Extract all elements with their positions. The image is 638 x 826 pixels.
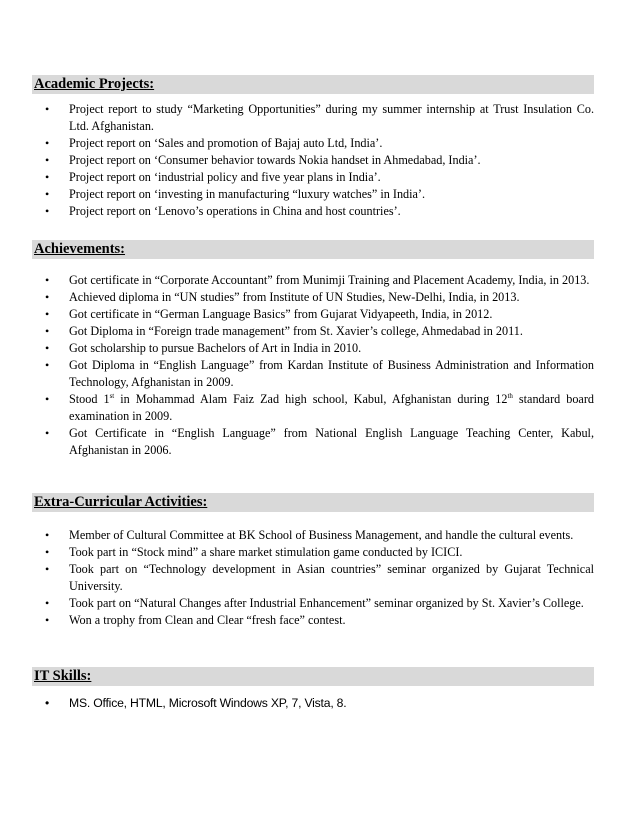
list-item: • Got Diploma in “English Language” from Kardan Institute of Business Administration and Information Technology, Afghanistan in 2009. <box>32 357 594 391</box>
list-item: • Got Diploma in “Foreign trade management” from St. Xavier’s college, Ahmedabad in 2011. <box>32 323 594 340</box>
achievements-list <box>32 272 594 459</box>
list-item-stood: • Stood 1st in Mohammad Alam Faiz Zad high school, Kabul, Afghanistan during 12th standard board examination in 2009. <box>32 391 594 425</box>
it-skills-header <box>32 667 594 686</box>
list-item: • Member of Cultural Committee at BK School of Business Management, and handle the cultural events. <box>32 527 594 544</box>
list-item: • Took part in “Stock mind” a share market stimulation game conducted by ICICI. <box>32 544 594 561</box>
list-item: • Achieved diploma in “UN studies” from Institute of UN Studies, New-Delhi, India, in 2013. <box>32 289 594 306</box>
achievements-header <box>32 240 594 259</box>
list-item: • MS. Office, HTML, Microsoft Windows XP, 7, Vista, 8. <box>32 695 594 712</box>
it-skills-list <box>32 695 594 712</box>
list-item: • Got certificate in “Corporate Accountant” from Munimji Training and Placement Academy, India, in 2013. <box>32 272 594 289</box>
list-item: • Project report on ‘Consumer behavior towards Nokia handset in Ahmedabad, India’. <box>32 152 594 169</box>
it-skills-title: IT Skills: <box>34 668 92 684</box>
list-item: • Got Certificate in “English Language” from National English Language Teaching Center, Kabul, Afghanistan in 2006. <box>32 425 594 459</box>
list-item: • Project report on ‘Lenovo’s operations in China and host countries’. <box>32 203 594 220</box>
extra-curricular-title: Extra-Curricular Activities: <box>34 494 208 510</box>
extra-curricular-list <box>32 527 594 629</box>
list-item: • Got scholarship to pursue Bachelors of Art in India in 2010. <box>32 340 594 357</box>
list-item: • Project report on ‘industrial policy and five year plans in India’. <box>32 169 594 186</box>
academic-projects-title: Academic Projects: <box>34 76 155 92</box>
academic-projects-header <box>32 75 594 94</box>
achievements-title: Achievements: <box>34 241 126 257</box>
list-item: • Took part on “Natural Changes after Industrial Enhancement” seminar organized by St. Xavier’s College. <box>32 595 594 612</box>
list-item: • Project report on ‘Sales and promotion of Bajaj auto Ltd, India’. <box>32 135 594 152</box>
academic-projects-list <box>32 101 594 220</box>
list-item: • Won a trophy from Clean and Clear “fresh face” contest. <box>32 612 594 629</box>
list-item: • Got certificate in “German Language Basics” from Gujarat Vidyapeeth, India, in 2012. <box>32 306 594 323</box>
list-item: • Project report on ‘investing in manufacturing “luxury watches” in India’. <box>32 186 594 203</box>
list-item: • Project report to study “Marketing Opportunities” during my summer internship at Trust Insulation Co. Ltd. Afghanistan. <box>32 101 594 135</box>
extra-curricular-header <box>32 493 594 512</box>
list-item: • Took part on “Technology development in Asian countries” seminar organized by Gujarat Technical University. <box>32 561 594 595</box>
